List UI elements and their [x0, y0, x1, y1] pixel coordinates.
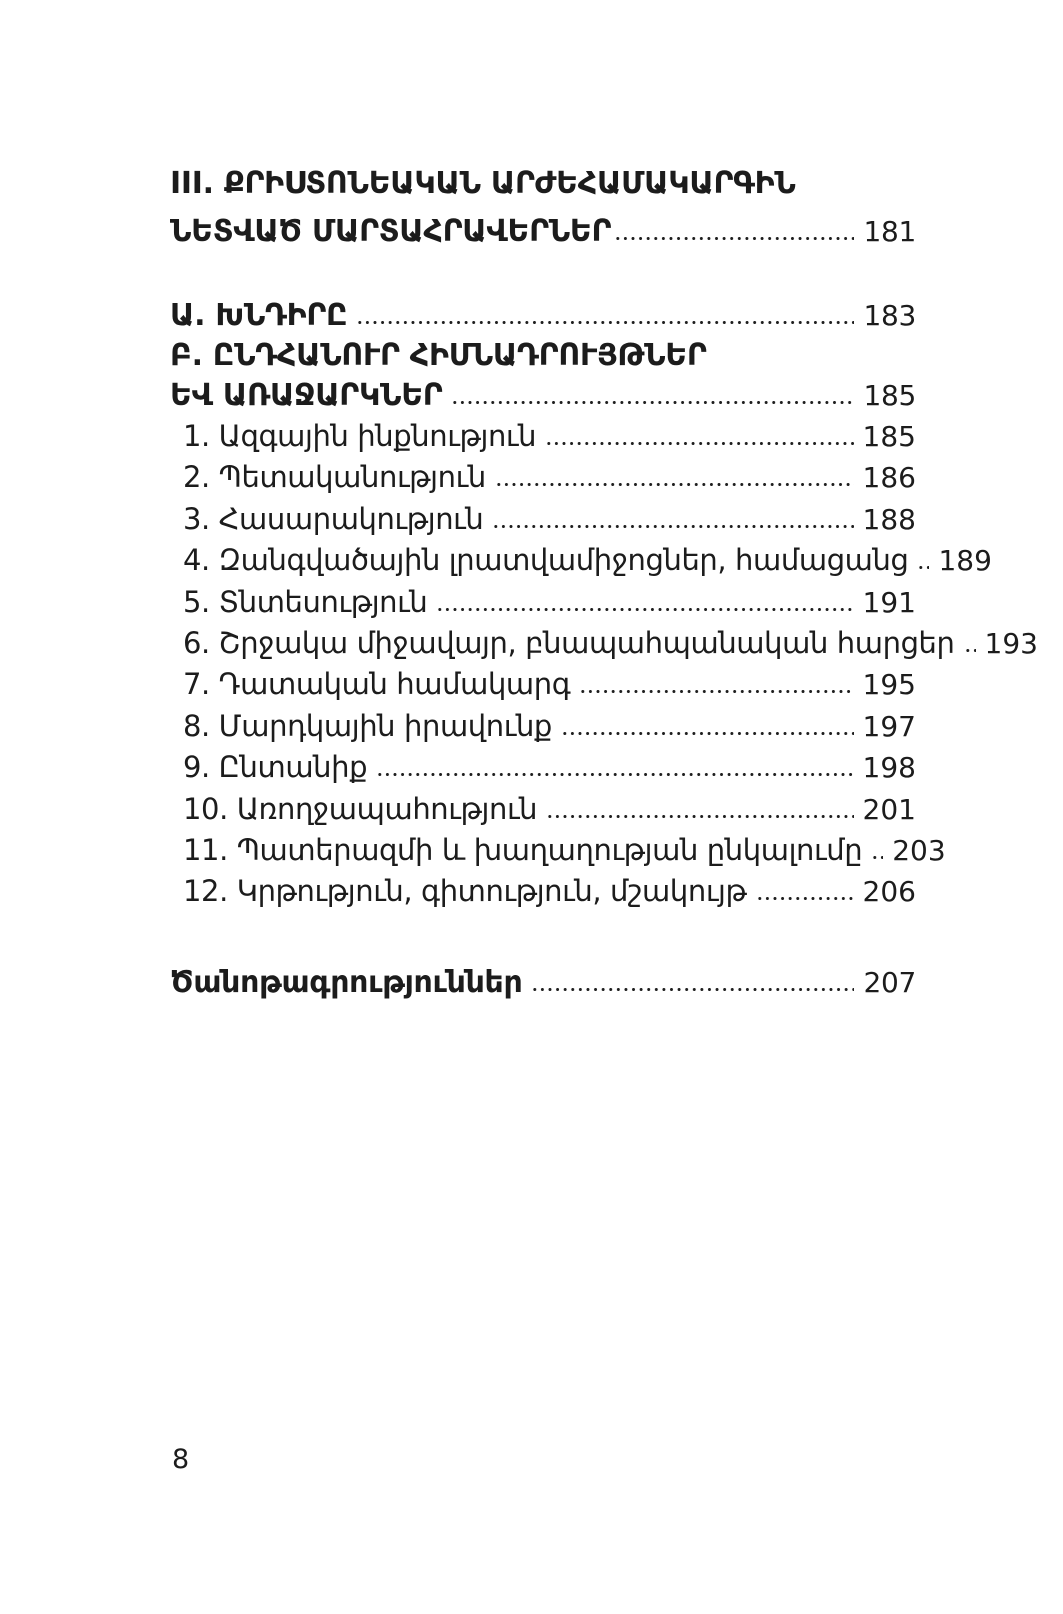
toc-entry-page: 193: [984, 627, 1038, 661]
dot-leader: [545, 441, 853, 446]
table-of-contents: [170, 160, 1038, 1003]
toc-entry-page: 197: [862, 709, 916, 743]
toc-entry-page: 206: [862, 875, 916, 909]
toc-entry-page: 181: [863, 215, 916, 248]
toc-entry-label: 7. Դատական համակարգ: [183, 667, 571, 702]
toc-entry-label-line2-row: [170, 376, 916, 416]
toc-entry: [170, 540, 992, 581]
toc-section-heading-line1: III. ՔՐԻՍՏՈՆԵԱԿԱՆ ԱՐԺԵՀԱՄԱԿԱՐԳԻՆ: [170, 166, 796, 201]
toc-entry-page: 185: [863, 379, 916, 412]
toc-entry-page: 201: [862, 792, 916, 826]
dot-leader: [917, 565, 929, 570]
dot-leader: [614, 236, 854, 241]
toc-entry: [170, 499, 916, 540]
toc-entry: [170, 416, 916, 457]
dot-leader: [495, 482, 854, 487]
toc-entry-label: 8. Մարդկային իրավունք: [183, 708, 552, 743]
toc-entry: [170, 871, 916, 912]
toc-entry: [170, 664, 916, 705]
toc-entry-page: 207: [863, 965, 916, 999]
toc-entry-label: 12. Կրթություն, գիտություն, մշակույթ: [183, 874, 747, 909]
toc-entry-label: Ծանոթագրություններ: [170, 964, 523, 1000]
dot-leader: [579, 689, 853, 694]
toc-entry-label: 5. Տնտեսություն: [183, 584, 428, 619]
toc-entry-page: 185: [862, 420, 916, 453]
toc-entry-label-line2: ԵՎ ԱՌԱՋԱՐԿՆԵՐ: [170, 378, 443, 413]
toc-entry: [170, 582, 916, 623]
toc-entry-label: Ա. ԽՆԴԻՐԸ: [170, 298, 348, 333]
page-footer-number: 8: [172, 1444, 190, 1475]
toc-entry-page: 188: [862, 502, 916, 536]
dot-leader: [531, 987, 854, 992]
toc-entry-label: 9. Ընտանիք: [183, 750, 368, 785]
toc-entry: [170, 296, 916, 336]
toc-entry-label-line1: Բ. ԸՆԴՀԱՆՈՒՐ ՀԻՄՆԱԴՐՈՒՅԹՆԵՐ: [170, 338, 707, 373]
dot-leader: [451, 400, 854, 405]
toc-entry-page: 183: [863, 299, 916, 332]
dot-leader: [561, 731, 854, 736]
toc-entry: [170, 789, 916, 830]
dot-leader: [964, 648, 976, 653]
toc-entry: [170, 457, 916, 498]
dot-leader: [756, 896, 854, 901]
toc-entry-page: 191: [862, 585, 916, 619]
toc-entry-page: 186: [862, 461, 916, 495]
toc-section-heading-line2: ՆԵՏՎԱԾ ՄԱՐՏԱՀՐԱՎԵՐՆԵՐ: [170, 214, 612, 249]
toc-entry-page: 195: [862, 668, 916, 702]
dot-leader: [546, 814, 853, 819]
dot-leader: [436, 607, 853, 612]
dot-leader: [492, 524, 853, 529]
toc-entry-label: 6. Շրջակա միջավայր, բնապահպանական հարցեր: [183, 626, 955, 661]
toc-entry-label: 2. Պետականություն: [183, 460, 486, 495]
toc-entry: [170, 963, 916, 1003]
toc-entry-label: 10. Առողջապահություն: [183, 791, 538, 826]
dot-leader: [871, 855, 883, 860]
toc-entry: [170, 747, 916, 788]
dot-leader: [356, 320, 854, 325]
toc-section-heading-line2-row: [170, 208, 916, 256]
toc-entry: [170, 623, 1038, 664]
toc-entry-label: 4. Զանգվածային լրատվամիջոցներ, համացանց: [183, 543, 909, 578]
toc-entry: [170, 830, 946, 871]
toc-section-heading: [170, 160, 916, 256]
toc-entry-label: 11. Պատերազմի և խաղաղության ընկալումը: [183, 833, 863, 868]
toc-entry-label: 3. Հասարակություն: [183, 501, 484, 536]
toc-entry-page: 198: [862, 751, 916, 785]
toc-entry: [170, 706, 916, 747]
toc-entry-label: 1. Ազգային ինքնություն: [183, 419, 537, 453]
dot-leader: [376, 772, 853, 777]
toc-entry: [170, 336, 916, 416]
toc-entry-page: 203: [892, 834, 946, 868]
toc-entry-page: 189: [938, 544, 992, 578]
